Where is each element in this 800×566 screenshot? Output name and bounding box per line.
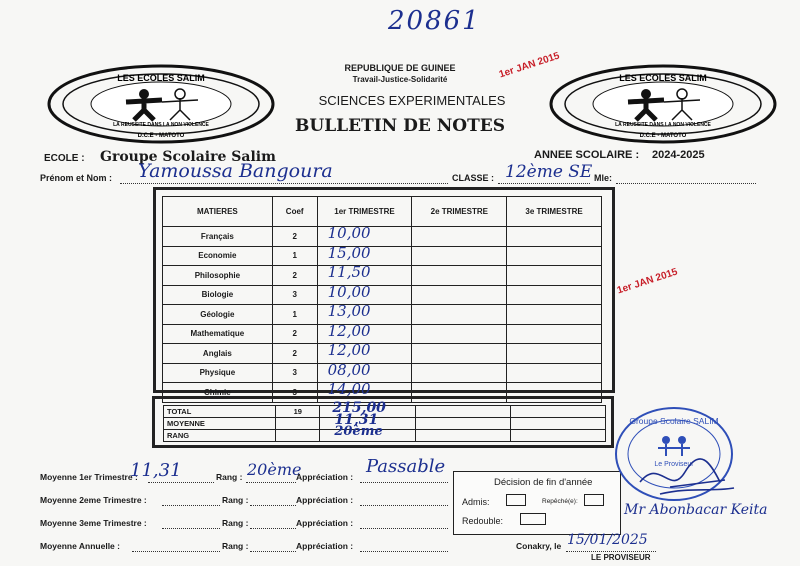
decision-box [453, 471, 621, 535]
trimester1-grade-value: 13,00 [327, 302, 371, 320]
subject-cell: Philosophie [163, 266, 273, 286]
date-stamp-middle: 1er JAN 2015 [615, 266, 679, 297]
annuelle-appreciation-label: Appréciation : [296, 541, 354, 551]
trimester1-grade-value: 12,00 [327, 341, 371, 359]
annuelle-rang-line [250, 551, 296, 552]
t1-rang-value: 20ème [247, 460, 302, 479]
proviseur-label: LE PROVISEUR [591, 553, 651, 562]
subject-cell: Economie [163, 246, 273, 266]
trimester3-grade-cell [507, 363, 602, 383]
table-row [163, 266, 602, 286]
trimester1-grade-value: 08,00 [327, 360, 371, 379]
coef-cell: 3 [272, 363, 317, 383]
date-value: 15/01/2025 [567, 532, 648, 548]
trimester3-grade-cell [507, 266, 602, 286]
classe-label: CLASSE : [452, 173, 495, 183]
trimester2-grade-cell [412, 305, 507, 325]
t3-moyenne-line [162, 528, 220, 529]
trimester1-grade-value: 10,00 [327, 224, 371, 242]
national-motto: Travail-Justice-Solidarité [352, 75, 448, 84]
col-header-matieres: MATIERES [163, 197, 273, 227]
trimester2-grade-cell [412, 227, 507, 247]
t3-appreciation-line [360, 528, 448, 529]
trimester1-grade-value: 11,50 [327, 263, 371, 281]
total-coef: 19 [276, 406, 320, 418]
rang-value: 20ème [334, 424, 383, 439]
place-label: Conakry, le [516, 541, 562, 551]
annuelle-rang-label: Rang : [222, 541, 249, 551]
trimester3-grade-cell [507, 227, 602, 247]
trimester2-grade-cell [412, 285, 507, 305]
repeche-checkbox[interactable] [584, 494, 604, 506]
moyenne-value: 11,31 [334, 412, 379, 428]
country-name: REPUBLIQUE DE GUINEE [344, 63, 456, 73]
logo-right-location: D.C.E - MATOTO [639, 133, 687, 139]
grades-table-header [163, 197, 602, 227]
trimester3-grade-cell [507, 324, 602, 344]
table-row [163, 285, 602, 305]
repeche-label: Repêché(e): [542, 498, 578, 505]
coef-cell: 2 [272, 344, 317, 364]
col-header-t3: 3e TRIMESTRE [507, 197, 602, 227]
moyenne-label: MOYENNE [164, 418, 276, 430]
trimester2-grade-cell [412, 246, 507, 266]
col-header-t1: 1er TRIMESTRE [317, 197, 412, 227]
mle-dotted-line [616, 183, 756, 184]
stamp-role: Le Proviseur [654, 461, 694, 468]
trimester3-grade-cell [507, 246, 602, 266]
t1-rang-line [246, 482, 296, 483]
t3-appreciation-label: Appréciation : [296, 518, 354, 528]
subject-cell: Physique [163, 363, 273, 383]
t3-rang-line [250, 528, 296, 529]
logo-left-slogan: LA REUSSITE DANS LA NON VIOLENCE [113, 122, 209, 128]
table-row [163, 227, 602, 247]
table-row [163, 344, 602, 364]
redouble-checkbox[interactable] [520, 513, 546, 525]
t1-rang-label: Rang : [216, 472, 243, 482]
trimester3-grade-cell [507, 344, 602, 364]
redouble-label: Redouble: [462, 516, 504, 526]
reference-number: 20861 [388, 6, 481, 36]
t1-moyenne-line [148, 482, 214, 483]
t2-rang-label: Rang : [222, 495, 249, 505]
mle-label: Mle: [594, 173, 612, 183]
subject-cell: Anglais [163, 344, 273, 364]
logo-right-slogan: LA REUSSITE DANS LA NON VIOLENCE [615, 122, 711, 128]
subject-cell: Géologie [163, 305, 273, 325]
rang-label: RANG [164, 430, 276, 442]
t1-appreciation-label: Appréciation : [296, 472, 354, 482]
coef-cell: 2 [272, 324, 317, 344]
trimester2-grade-cell [412, 324, 507, 344]
trimester1-grade-value: 12,00 [327, 321, 371, 340]
coef-cell: 1 [272, 246, 317, 266]
t2-rang-line [250, 505, 296, 506]
t1-moyenne-label: Moyenne 1er Trimestre : [40, 472, 138, 482]
total-row [164, 406, 606, 418]
t1-moyenne-value: 11,31 [130, 460, 182, 481]
coef-cell: 1 [272, 305, 317, 325]
trimester2-grade-cell [412, 363, 507, 383]
annuelle-line [132, 551, 220, 552]
table-row [163, 324, 602, 344]
moyenne-row [164, 418, 606, 430]
table-row [163, 363, 602, 383]
annuelle-label: Moyenne Annuelle : [40, 541, 120, 551]
annee-value: 2024-2025 [652, 149, 705, 161]
t2-appreciation-label: Appréciation : [296, 495, 354, 505]
document-title: BULLETIN DE NOTES [295, 116, 505, 136]
grades-table [162, 196, 602, 403]
ecole-value: Groupe Scolaire Salim [100, 149, 276, 165]
annuelle-appreciation-line [360, 551, 448, 552]
col-header-coef: Coef [272, 197, 317, 227]
subject-cell: Français [163, 227, 273, 247]
table-row [163, 246, 602, 266]
t2-moyenne-label: Moyenne 2eme Trimestre : [40, 495, 147, 505]
t3-rang-label: Rang : [222, 518, 249, 528]
t3-moyenne-label: Moyenne 3eme Trimestre : [40, 518, 147, 528]
coef-cell: 2 [272, 227, 317, 247]
totals-table [163, 400, 606, 442]
coef-cell: 2 [272, 266, 317, 286]
total-label: TOTAL [164, 406, 276, 418]
proviseur-signature: Mr Abonbacar Keita [624, 502, 768, 518]
trimester1-grade-value: 15,00 [327, 243, 371, 262]
nom-label: Prénom et Nom : [40, 173, 113, 183]
stamp-school-name: Groupe Scolaire SALIM [629, 416, 719, 426]
decision-title: Décision de fin d'année [494, 477, 593, 488]
section-title: SCIENCES EXPERIMENTALES [318, 93, 506, 108]
classe-value: 12ème SE [505, 162, 593, 182]
admis-checkbox[interactable] [506, 494, 526, 506]
trimester2-grade-cell [412, 266, 507, 286]
date-dotted-line [566, 551, 656, 552]
rang-row [164, 430, 606, 442]
coef-cell: 3 [272, 383, 317, 403]
date-stamp-top: 1er JAN 2015 [497, 50, 561, 81]
logo-left-location: D.C.E - MATOTO [137, 133, 185, 139]
table-row [163, 305, 602, 325]
t1-appreciation-line [360, 482, 448, 483]
trimester1-grade-value: 14,00 [327, 380, 371, 398]
ecole-label: ECOLE : [44, 153, 85, 164]
total-value: 215,00 [332, 400, 386, 416]
admis-label: Admis: [462, 497, 490, 507]
t2-appreciation-line [360, 505, 448, 506]
subject-cell: Mathematique [163, 324, 273, 344]
trimester1-grade-value: 10,00 [327, 282, 371, 301]
col-header-t2: 2e TRIMESTRE [412, 197, 507, 227]
nom-dotted-line [120, 183, 448, 184]
trimester3-grade-cell [507, 285, 602, 305]
trimester2-grade-cell [412, 344, 507, 364]
logo-right-name: LES ECOLES SALIM [619, 73, 707, 83]
t1-appreciation-value: Passable [366, 456, 446, 477]
annee-label: ANNEE SCOLAIRE : [534, 149, 640, 161]
coef-cell: 3 [272, 285, 317, 305]
signature-scribble [630, 452, 740, 502]
classe-dotted-line [498, 183, 590, 184]
t2-moyenne-line [162, 505, 220, 506]
trimester3-grade-cell [507, 305, 602, 325]
logo-left-name: LES ECOLES SALIM [117, 73, 205, 83]
nom-value: Yamoussa Bangoura [138, 160, 333, 182]
subject-cell: Biologie [163, 285, 273, 305]
subject-cell: Chimie [163, 383, 273, 403]
